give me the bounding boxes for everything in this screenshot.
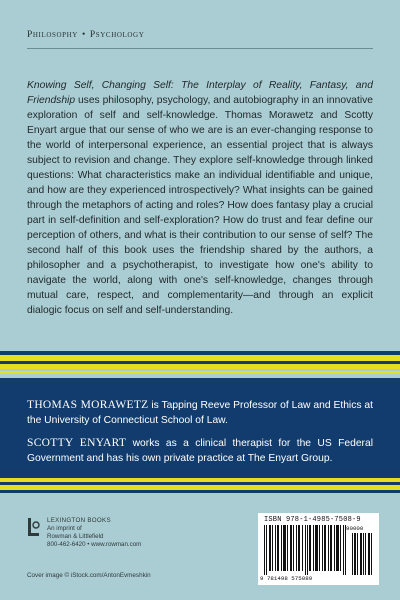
barcode-digits: 9 781498 575089 — [260, 575, 313, 582]
book-description — [27, 78, 373, 318]
publisher-parent: Rowman & Littlefield — [47, 533, 104, 540]
category-psychology: Psychology — [89, 30, 145, 40]
barcode-addon: 90000 — [346, 525, 364, 532]
book-title: Knowing Self, Changing Self: The Interplay of Reality, Fantasy, and Friendship — [27, 80, 373, 106]
publisher-logo-icon — [27, 517, 41, 539]
isbn-barcode — [258, 513, 379, 585]
cover-credit: Cover image © iStock.com/AntonEvmeshkin — [27, 572, 151, 579]
author-band — [0, 378, 400, 478]
publisher-name: LEXINGTON BOOKS — [47, 517, 111, 524]
category-philosophy: Philosophy — [27, 30, 78, 40]
author-text-1: is Tapping Reeve Professor of Law and Ethics at the University of Connecticut School of Law. — [27, 400, 373, 426]
isbn-number: ISBN 978-1-4985-7508-9 — [264, 516, 361, 524]
publisher-contact: 800-462-6420 • www.rowman.com — [47, 541, 142, 548]
author-name-2: SCOTTY ENYART — [27, 437, 127, 449]
top-rule — [27, 48, 373, 49]
category-separator: • — [81, 30, 86, 40]
publisher-imprint: An imprint of — [47, 525, 82, 532]
category-line — [27, 30, 144, 40]
author-bio-1 — [27, 398, 373, 428]
author-text-2: works as a clinical therapist for the US Federal Government and has his own private practice at The Enyart Group. — [27, 438, 373, 464]
barcode-bars — [262, 525, 374, 575]
stripe-navy-4 — [0, 490, 400, 493]
publisher-text — [47, 517, 141, 549]
publisher-block — [27, 517, 141, 549]
author-bio-2 — [27, 436, 373, 466]
description-text: uses philosophy, psychology, and autobiography in an innovative exploration of self and self-knowledge. Thomas Morawetz and Scotty Enyart argue that our sense of who we are is an ever-changing response to the world of interpersonal experience, an essential project that is always subject to revision and change. They explore self-knowledge through linked questions: What characteristics make an individual identifiable and unique, and how are they experienced introspectively? What insights can be gained through the metaphors of acting and roles? How does fantasy play a crucial part in self-definition and self-exploration? How do trust and fear define our perception of others, and what is their contribution to our sense of self? The second half of this book uses the friendship shared by the authors, a philosopher and a psychotherapist, to investigate how one's ability to navigate the world, along with one's self-knowledge, changes through mutual care, respect, and complementarity—and through an explicit dialogic focus on self and self-understanding. — [27, 95, 373, 316]
author-name-1: THOMAS MORAWETZ — [27, 399, 149, 411]
